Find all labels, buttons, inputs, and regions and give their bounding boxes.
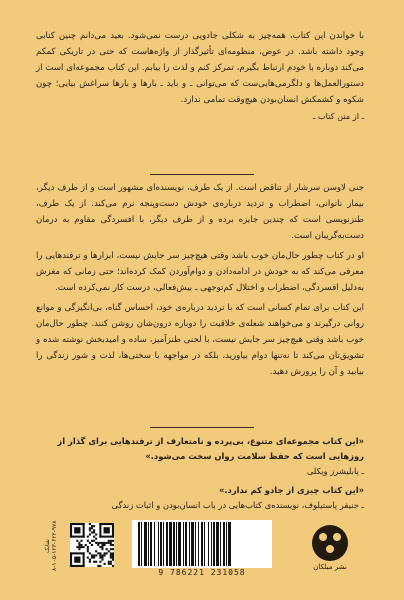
description-paragraph-2: او در کتاب چطور حال‌مان خوب باشد وقتی هیچ‌چیز سر جایش نیست، ابزارها و ترفندهایی را معرفی می‌کند که به خودش در ادامه‌دادن و دوام‌آوردن کمک کرده‌اند؛ حتی زمانی که مغزش به‌دلیل افسردگی، اضطراب و اختلال کم‌توجهی ـ بیش‌فعالی، درست کار نمی‌کرده است. bbox=[36, 251, 364, 293]
qr-code-icon bbox=[70, 523, 114, 567]
excerpt-paragraph: با خواندن این کتاب، همه‌چیز به شکلی جادویی درست نمی‌شود. بعید می‌دانم چنین کتابی وجود داشته باشد. در عوض، منظومه‌ای تأثیرگذار از واژه‌هاست که حتی در تاریکی کمکم می‌کند دوباره با خودم ارتباط بگیرم، تمرکز کنم و لذت را بیابم. این کتاب مجموعه‌ای است از دستورالعمل‌ها و دلگرمی‌هایی‌ست که می‌توانی ـ و باید ـ بارها و بارها سراغش بیایی؛ چون شکوه و کشمکش انسان‌بودن هیچ‌وقت تمامی ندارد. bbox=[36, 31, 364, 105]
divider-top bbox=[150, 174, 254, 175]
description-paragraph-3: این کتاب برای تمام کسانی است که با تردید درباره‌ی خود، احساس گناه، بی‌انگیزگی و موانع روانی درگیرند و می‌خواهند شعله‌ی خلاقیت را دوباره درون‌شان روشن کنند. چطور حال‌مان خوب باشد وقتی هیچ‌چیز سر جایش نیست، با لحنی طنزآمیز، ساده و امیدبخش نوشته شده و تشویق‌تان می‌کند تا نه‌تنها دوام بیاورید، بلکه در مواجهه با سختی‌ها، لذت و شور زندگی را بیابید و آن را پرورش دهید. bbox=[36, 303, 364, 377]
barcode-icon bbox=[132, 520, 272, 568]
quote-2-author: ـ جنیفر پاستیلوف، نویسنده‌ی کتاب‌هایی در باب انسان‌بودن و اثبات زندگی bbox=[111, 500, 364, 510]
excerpt-source: ـ از متن کتاب ـ bbox=[312, 111, 364, 121]
description-block bbox=[36, 180, 364, 380]
isbn-number: 9 786221 231058 bbox=[158, 568, 246, 577]
isbn-vertical-label: شابک ۹۷۸-۶۲۲-۱۲۳-۱۰۵-۸ bbox=[44, 520, 58, 572]
quote-2-text: «این کتاب چیزی از جادو کم ندارد.» bbox=[218, 485, 364, 495]
quote-2 bbox=[38, 483, 364, 513]
description-paragraph-1: جنی لاوسن سرشار از تناقض است. از یک طرف، نویسنده‌ای مشهور است و از طرف دیگر، بیمار ناتوانی، اضطراب و تردید درباره‌ی خودش دست‌وپنجه نرم می‌کند. از یک طرف، طنزنویسی است که چندین جایزه برده و از طرف دیگر، با افسردگی مقاوم به درمان دست‌به‌گریبان است. bbox=[36, 183, 364, 241]
publisher-name: نشر میلکان bbox=[313, 563, 347, 571]
quote-1 bbox=[38, 434, 364, 479]
divider-bottom bbox=[150, 427, 254, 428]
quote-1-author: ـ پابلیشرز ویکلی bbox=[306, 466, 364, 476]
excerpt-block bbox=[36, 28, 364, 124]
publisher-logo-icon bbox=[308, 523, 352, 571]
quote-1-text: «این کتاب مجموعه‌ای متنوع، بی‌پرده و نامتعارف از ترفندهایی برای گذار از روزهایی است که حفظ سلامت روان سخت می‌شود.» bbox=[57, 436, 364, 461]
